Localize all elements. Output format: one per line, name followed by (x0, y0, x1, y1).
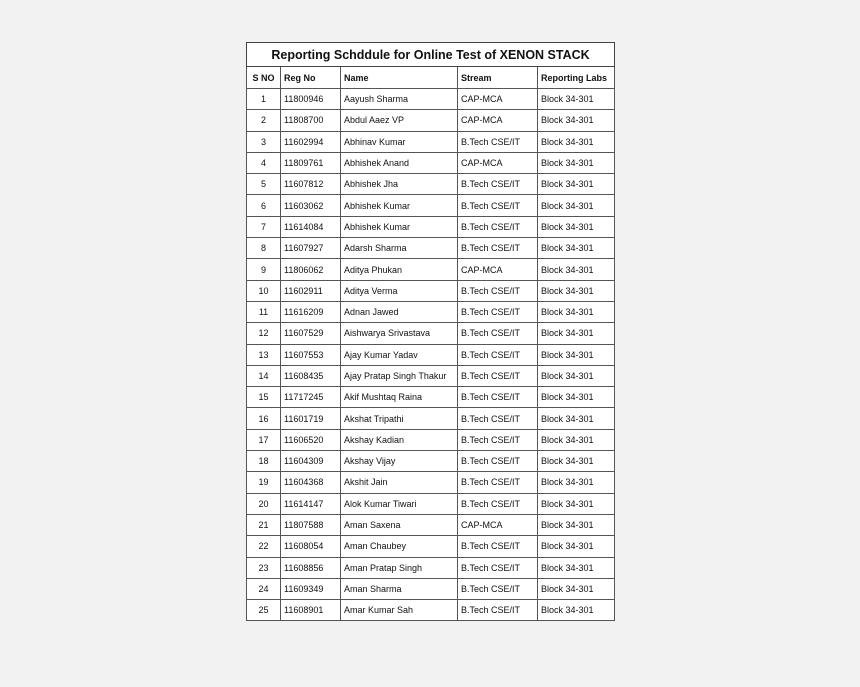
cell-name: Abhishek Anand (341, 152, 458, 173)
cell-stream: CAP-MCA (458, 89, 538, 110)
header-row (247, 67, 615, 89)
cell-name: Akshat Tripathi (341, 408, 458, 429)
cell-reporting-lab: Block 34-301 (538, 493, 615, 514)
cell-name: Aishwarya Srivastava (341, 323, 458, 344)
cell-stream: B.Tech CSE/IT (458, 216, 538, 237)
cell-stream: CAP-MCA (458, 152, 538, 173)
cell-stream: B.Tech CSE/IT (458, 472, 538, 493)
cell-reg-no: 11809761 (281, 152, 341, 173)
table-row (247, 472, 615, 493)
cell-reporting-lab: Block 34-301 (538, 152, 615, 173)
cell-reporting-lab: Block 34-301 (538, 195, 615, 216)
cell-reg-no: 11606520 (281, 429, 341, 450)
cell-sno: 10 (247, 280, 281, 301)
table-row (247, 578, 615, 599)
cell-reg-no: 11603062 (281, 195, 341, 216)
cell-sno: 14 (247, 365, 281, 386)
cell-sno: 11 (247, 301, 281, 322)
table-row (247, 514, 615, 535)
cell-reporting-lab: Block 34-301 (538, 110, 615, 131)
cell-name: Alok Kumar Tiwari (341, 493, 458, 514)
table-row (247, 600, 615, 621)
cell-stream: B.Tech CSE/IT (458, 557, 538, 578)
cell-stream: B.Tech CSE/IT (458, 344, 538, 365)
cell-reg-no: 11607812 (281, 174, 341, 195)
table-row (247, 238, 615, 259)
cell-stream: B.Tech CSE/IT (458, 387, 538, 408)
table-row (247, 280, 615, 301)
cell-stream: CAP-MCA (458, 110, 538, 131)
cell-reporting-lab: Block 34-301 (538, 259, 615, 280)
table-row (247, 195, 615, 216)
document-title: Reporting Schddule for Online Test of XENON STACK (247, 43, 615, 67)
cell-stream: B.Tech CSE/IT (458, 493, 538, 514)
column-header-reporting-labs: Reporting Labs (538, 67, 615, 89)
column-header-stream: Stream (458, 67, 538, 89)
cell-reporting-lab: Block 34-301 (538, 131, 615, 152)
cell-name: Abhishek Jha (341, 174, 458, 195)
cell-stream: B.Tech CSE/IT (458, 301, 538, 322)
cell-reporting-lab: Block 34-301 (538, 408, 615, 429)
table-row (247, 536, 615, 557)
cell-sno: 22 (247, 536, 281, 557)
cell-sno: 3 (247, 131, 281, 152)
cell-sno: 7 (247, 216, 281, 237)
cell-reporting-lab: Block 34-301 (538, 514, 615, 535)
cell-sno: 1 (247, 89, 281, 110)
cell-stream: B.Tech CSE/IT (458, 429, 538, 450)
cell-reporting-lab: Block 34-301 (538, 536, 615, 557)
cell-reg-no: 11808700 (281, 110, 341, 131)
cell-name: Aman Saxena (341, 514, 458, 535)
cell-reg-no: 11609349 (281, 578, 341, 599)
cell-name: Akshay Vijay (341, 451, 458, 472)
cell-name: Ajay Kumar Yadav (341, 344, 458, 365)
cell-sno: 8 (247, 238, 281, 259)
cell-name: Aman Chaubey (341, 536, 458, 557)
cell-sno: 9 (247, 259, 281, 280)
cell-stream: B.Tech CSE/IT (458, 238, 538, 259)
cell-stream: B.Tech CSE/IT (458, 408, 538, 429)
cell-reporting-lab: Block 34-301 (538, 174, 615, 195)
table-row (247, 344, 615, 365)
table-row (247, 174, 615, 195)
cell-stream: B.Tech CSE/IT (458, 131, 538, 152)
cell-name: Abhishek Kumar (341, 195, 458, 216)
cell-name: Amar Kumar Sah (341, 600, 458, 621)
cell-reporting-lab: Block 34-301 (538, 600, 615, 621)
cell-reporting-lab: Block 34-301 (538, 429, 615, 450)
cell-name: Aman Pratap Singh (341, 557, 458, 578)
cell-reg-no: 11608435 (281, 365, 341, 386)
cell-name: Adnan Jawed (341, 301, 458, 322)
cell-reporting-lab: Block 34-301 (538, 578, 615, 599)
schedule-table (246, 42, 615, 621)
cell-reg-no: 11608901 (281, 600, 341, 621)
table-row (247, 216, 615, 237)
column-header-reg-no: Reg No (281, 67, 341, 89)
cell-stream: B.Tech CSE/IT (458, 280, 538, 301)
cell-reg-no: 11614147 (281, 493, 341, 514)
cell-reporting-lab: Block 34-301 (538, 365, 615, 386)
table-row (247, 493, 615, 514)
cell-name: Aman Sharma (341, 578, 458, 599)
table-row (247, 301, 615, 322)
cell-sno: 6 (247, 195, 281, 216)
cell-sno: 4 (247, 152, 281, 173)
cell-reg-no: 11616209 (281, 301, 341, 322)
cell-reporting-lab: Block 34-301 (538, 451, 615, 472)
cell-stream: B.Tech CSE/IT (458, 600, 538, 621)
cell-reg-no: 11806062 (281, 259, 341, 280)
cell-stream: B.Tech CSE/IT (458, 323, 538, 344)
cell-reg-no: 11607553 (281, 344, 341, 365)
cell-name: Abdul Aaez VP (341, 110, 458, 131)
cell-reg-no: 11608054 (281, 536, 341, 557)
cell-stream: B.Tech CSE/IT (458, 365, 538, 386)
cell-sno: 18 (247, 451, 281, 472)
cell-sno: 15 (247, 387, 281, 408)
table-body (247, 89, 615, 621)
title-row (247, 43, 615, 67)
cell-reporting-lab: Block 34-301 (538, 216, 615, 237)
cell-sno: 24 (247, 578, 281, 599)
column-header-name: Name (341, 67, 458, 89)
table-row (247, 451, 615, 472)
table-row (247, 259, 615, 280)
cell-sno: 21 (247, 514, 281, 535)
cell-reporting-lab: Block 34-301 (538, 387, 615, 408)
cell-reg-no: 11717245 (281, 387, 341, 408)
cell-sno: 12 (247, 323, 281, 344)
table-row (247, 131, 615, 152)
table-row (247, 408, 615, 429)
cell-reg-no: 11807588 (281, 514, 341, 535)
cell-reporting-lab: Block 34-301 (538, 280, 615, 301)
cell-sno: 2 (247, 110, 281, 131)
cell-stream: CAP-MCA (458, 514, 538, 535)
cell-reg-no: 11614084 (281, 216, 341, 237)
cell-reporting-lab: Block 34-301 (538, 238, 615, 259)
table-row (247, 365, 615, 386)
cell-sno: 20 (247, 493, 281, 514)
schedule-document (246, 42, 614, 621)
cell-stream: CAP-MCA (458, 259, 538, 280)
cell-sno: 23 (247, 557, 281, 578)
cell-name: Akif Mushtaq Raina (341, 387, 458, 408)
cell-sno: 5 (247, 174, 281, 195)
cell-reg-no: 11601719 (281, 408, 341, 429)
cell-name: Akshit Jain (341, 472, 458, 493)
cell-stream: B.Tech CSE/IT (458, 451, 538, 472)
cell-name: Aditya Phukan (341, 259, 458, 280)
cell-reporting-lab: Block 34-301 (538, 89, 615, 110)
cell-stream: B.Tech CSE/IT (458, 578, 538, 599)
cell-sno: 25 (247, 600, 281, 621)
table-row (247, 152, 615, 173)
cell-reporting-lab: Block 34-301 (538, 301, 615, 322)
cell-name: Aayush Sharma (341, 89, 458, 110)
cell-sno: 17 (247, 429, 281, 450)
cell-name: Aditya Verma (341, 280, 458, 301)
cell-reg-no: 11602994 (281, 131, 341, 152)
cell-reporting-lab: Block 34-301 (538, 557, 615, 578)
cell-reg-no: 11608856 (281, 557, 341, 578)
cell-stream: B.Tech CSE/IT (458, 174, 538, 195)
cell-stream: B.Tech CSE/IT (458, 536, 538, 557)
table-row (247, 323, 615, 344)
cell-name: Akshay Kadian (341, 429, 458, 450)
table-row (247, 557, 615, 578)
table-row (247, 387, 615, 408)
cell-name: Abhishek Kumar (341, 216, 458, 237)
cell-reg-no: 11800946 (281, 89, 341, 110)
cell-name: Abhinav Kumar (341, 131, 458, 152)
cell-name: Ajay Pratap Singh Thakur (341, 365, 458, 386)
cell-reg-no: 11607927 (281, 238, 341, 259)
cell-reg-no: 11602911 (281, 280, 341, 301)
cell-reg-no: 11607529 (281, 323, 341, 344)
cell-sno: 16 (247, 408, 281, 429)
cell-stream: B.Tech CSE/IT (458, 195, 538, 216)
cell-sno: 13 (247, 344, 281, 365)
table-row (247, 89, 615, 110)
cell-name: Adarsh Sharma (341, 238, 458, 259)
table-row (247, 429, 615, 450)
table-row (247, 110, 615, 131)
cell-reporting-lab: Block 34-301 (538, 472, 615, 493)
cell-reporting-lab: Block 34-301 (538, 323, 615, 344)
cell-reporting-lab: Block 34-301 (538, 344, 615, 365)
cell-sno: 19 (247, 472, 281, 493)
cell-reg-no: 11604368 (281, 472, 341, 493)
column-header-sno: S NO (247, 67, 281, 89)
cell-reg-no: 11604309 (281, 451, 341, 472)
